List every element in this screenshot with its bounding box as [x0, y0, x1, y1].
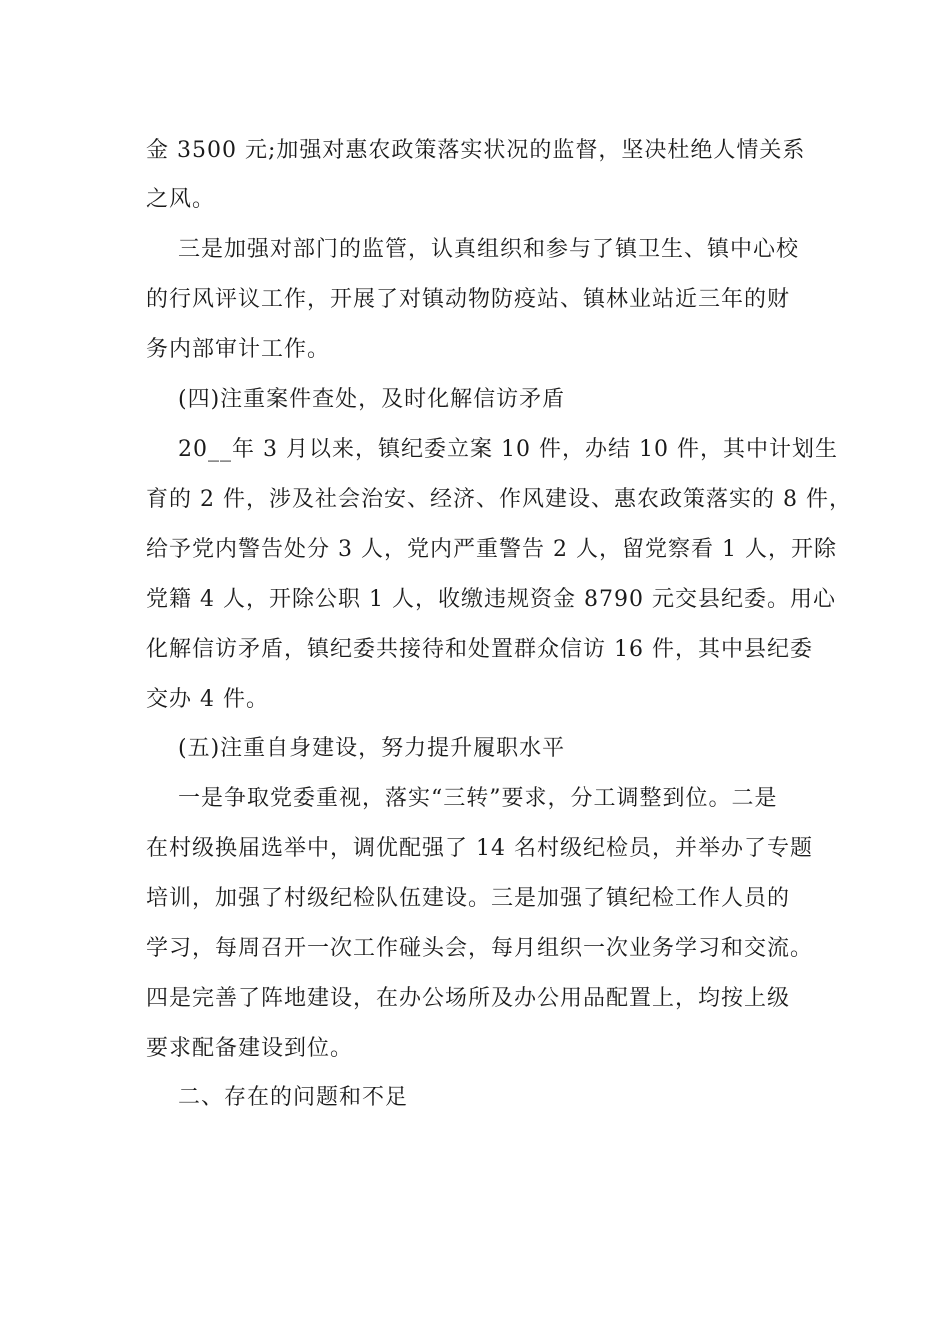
text-line-18: 四是完善了阵地建设，在办公场所及办公用品配置上，均按上级 — [146, 986, 791, 1011]
text-line-14: 一是争取党委重视，落实“三转”要求，分工调整到位。二是 — [178, 786, 778, 811]
text-line-9: 给予党内警告处分 3 人，党内严重警告 2 人，留党察看 1 人，开除 — [146, 537, 837, 562]
section-heading-5: (五)注重自身建设，努力提升履职水平 — [178, 736, 566, 761]
section-heading-4: (四)注重案件查处，及时化解信访矛盾 — [178, 387, 566, 412]
chapter-heading-2: 二、存在的问题和不足 — [178, 1085, 409, 1110]
text-line-15: 在村级换届选举中，调优配强了 14 名村级纪检员，并举办了专题 — [146, 836, 813, 861]
text-line-16: 培训，加强了村级纪检队伍建设。三是加强了镇纪检工作人员的 — [146, 886, 791, 911]
text-line-8: 育的 2 件，涉及社会治安、经济、作风建设、惠农政策落实的 8 件， — [146, 487, 852, 512]
text-line-1: 金 3500 元;加强对惠农政策落实状况的监督，坚决杜绝人情关系 — [146, 138, 806, 163]
text-line-4: 的行风评议工作，开展了对镇动物防疫站、镇林业站近三年的财 — [146, 287, 791, 312]
text-line-3: 三是加强对部门的监管，认真组织和参与了镇卫生、镇中心校 — [178, 237, 800, 262]
text-line-7: 20__年 3 月以来，镇纪委立案 10 件，办结 10 件，其中计划生 — [178, 437, 838, 462]
text-line-17: 学习，每周召开一次工作碰头会，每月组织一次业务学习和交流。 — [146, 936, 814, 961]
text-line-5: 务内部审计工作。 — [146, 337, 331, 362]
text-line-2: 之风。 — [146, 187, 216, 212]
text-line-10: 党籍 4 人，开除公职 1 人，收缴违规资金 8790 元交县纪委。用心 — [146, 587, 836, 612]
text-line-11: 化解信访矛盾，镇纪委共接待和处置群众信访 16 件，其中县纪委 — [146, 637, 813, 662]
text-line-12: 交办 4 件。 — [146, 687, 269, 712]
text-line-19: 要求配备建设到位。 — [146, 1036, 354, 1061]
